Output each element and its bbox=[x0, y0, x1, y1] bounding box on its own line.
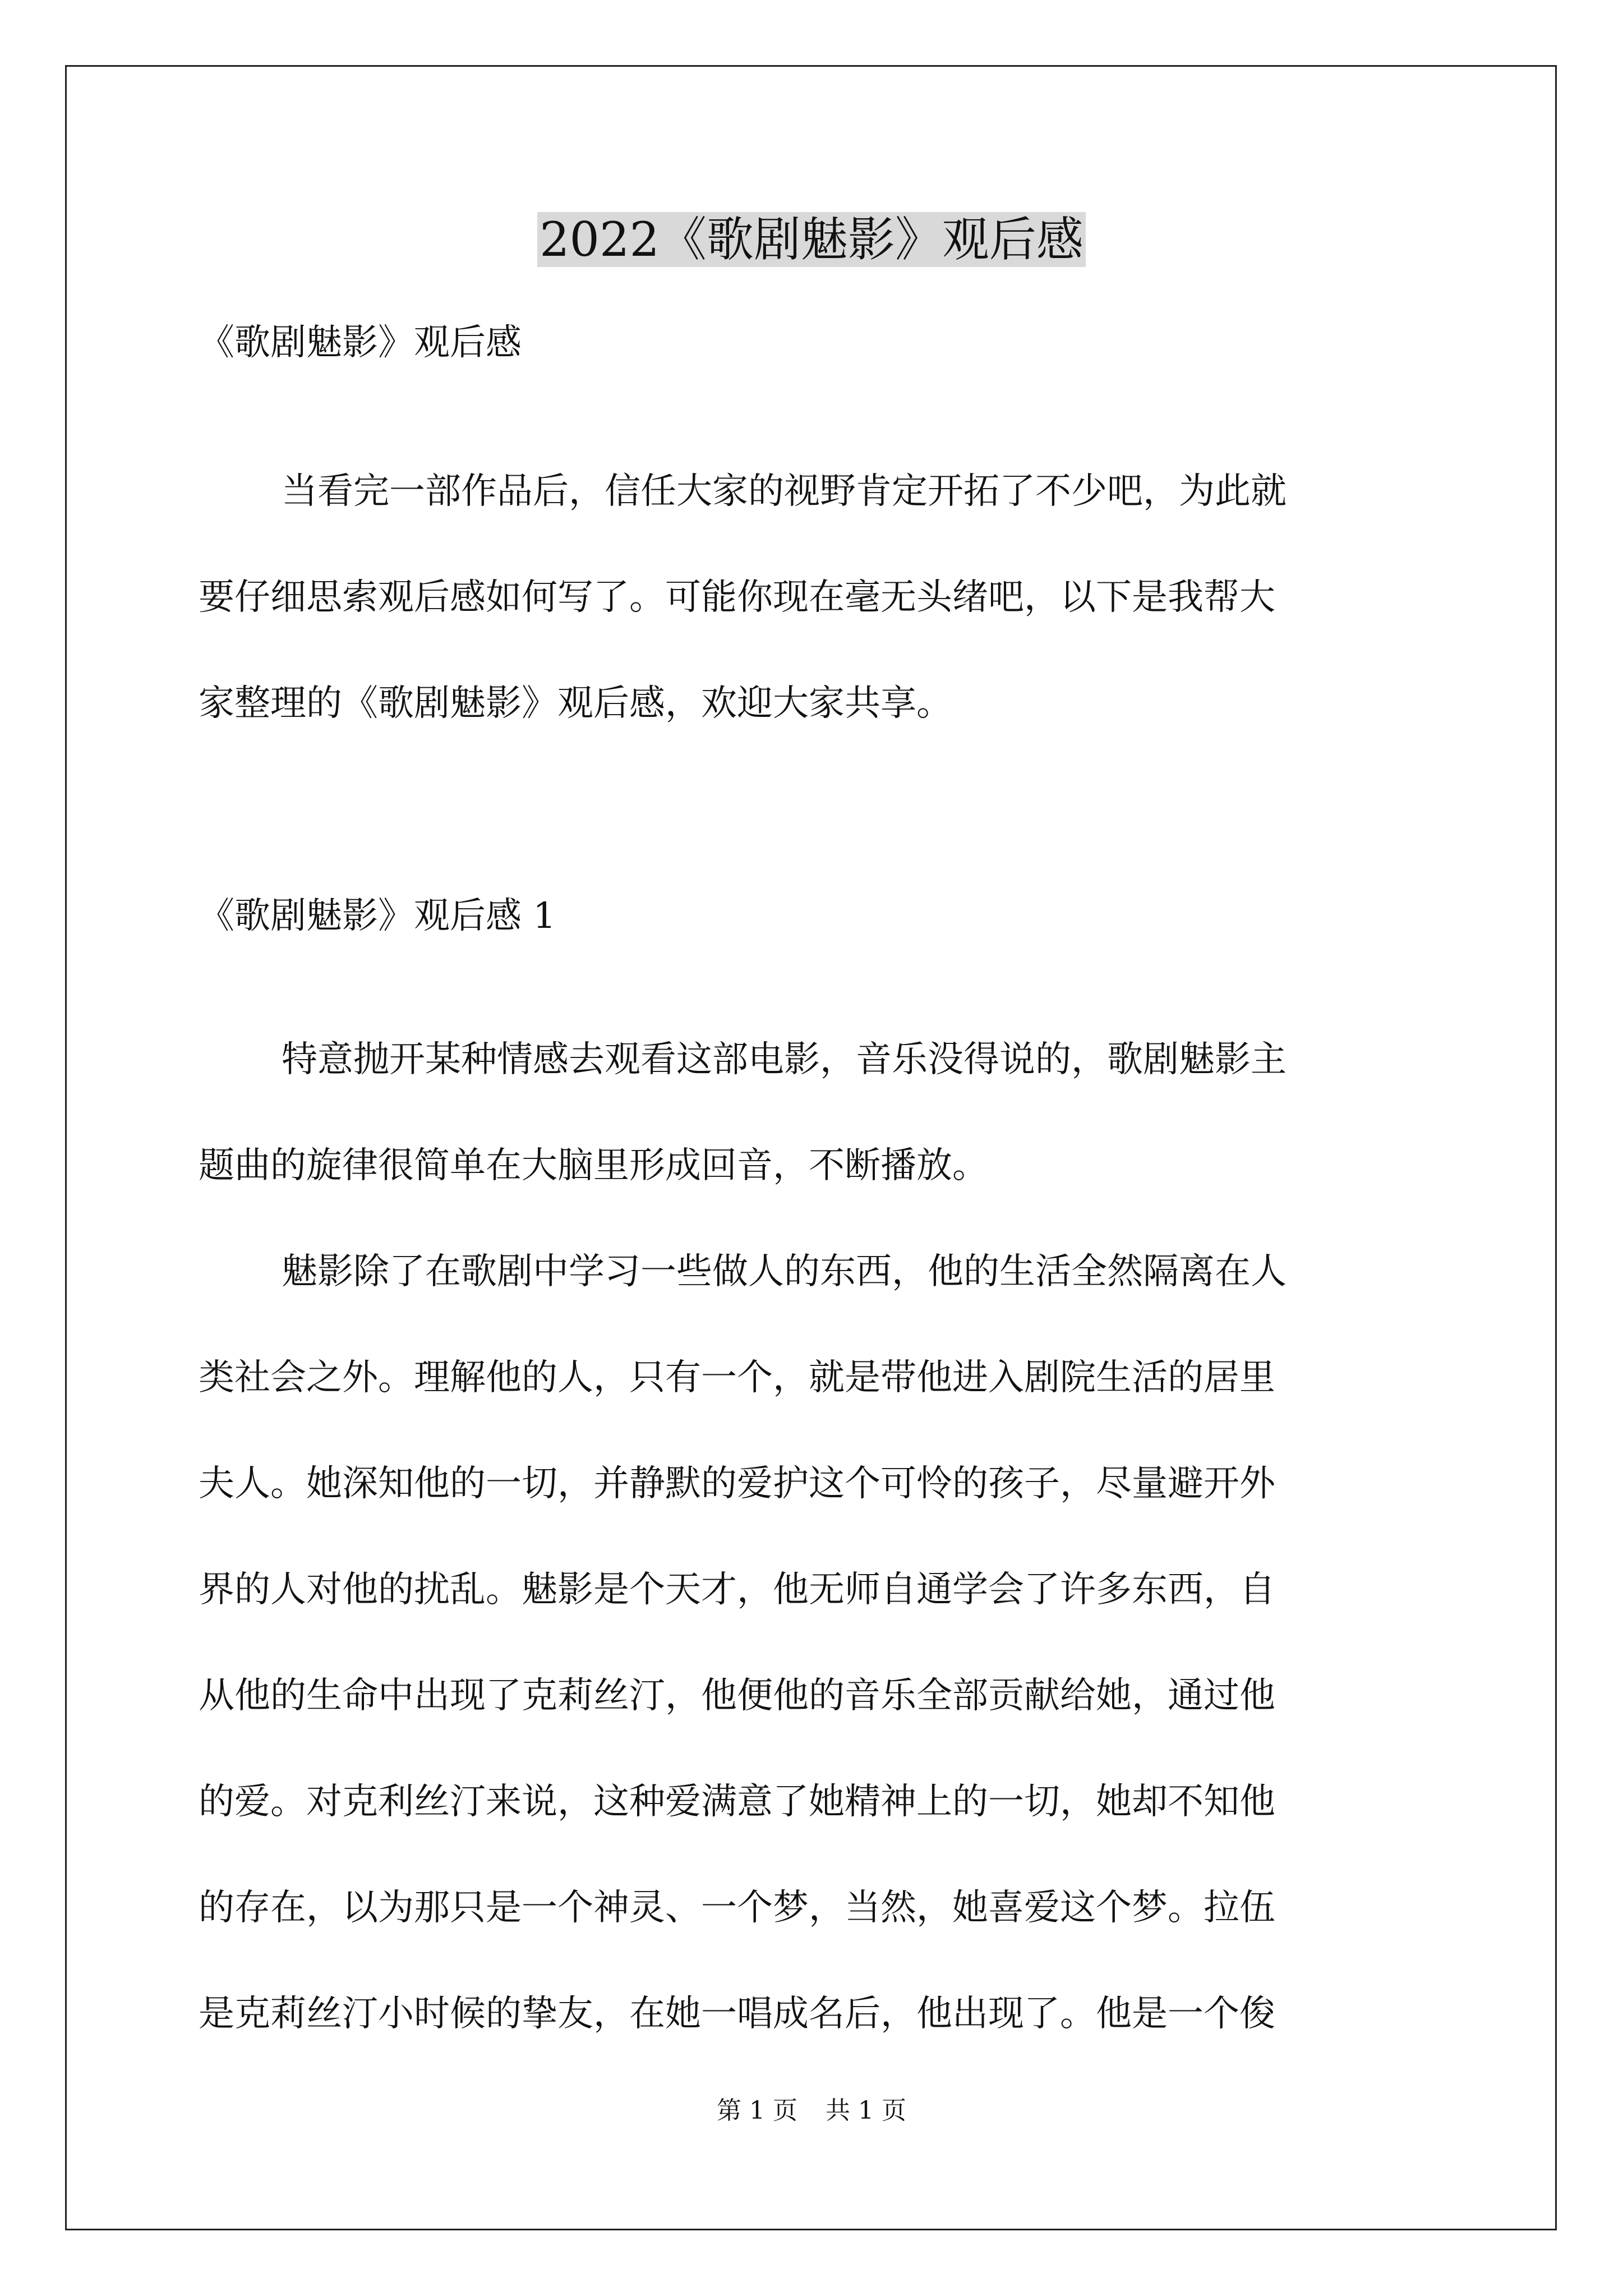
paragraph-line: 家整理的《歌剧魅影》观后感，欢迎大家共享。 bbox=[199, 683, 952, 724]
page-total: 共 1 页 bbox=[826, 2096, 906, 2125]
paragraph-line: 是克莉丝汀小时候的挚友，在她一唱成名后，他出现了。他是一个俊 bbox=[199, 1993, 1275, 2035]
page-footer bbox=[0, 2091, 1623, 2131]
document-title bbox=[0, 203, 1623, 276]
paragraph-line: 夫人。她深知他的一切，并静默的爱护这个可怜的孩子，尽量避开外 bbox=[199, 1463, 1275, 1504]
paragraph-line: 类社会之外。理解他的人，只有一个，就是带他进入剧院生活的居里 bbox=[199, 1357, 1275, 1398]
paragraph-line: 特意抛开某种情感去观看这部电影，音乐没得说的，歌剧魅影主 bbox=[282, 1039, 1287, 1080]
paragraph-line: 界的人对他的扰乱。魅影是个天才，他无师自通学会了许多东西，自 bbox=[199, 1569, 1275, 1611]
body-paragraph-1 bbox=[199, 1007, 1430, 1219]
paragraph-line: 当看完一部作品后，信任大家的视野肯定开拓了不少吧，为此就 bbox=[282, 471, 1287, 512]
paragraph-line: 要仔细思索观后感如何写了。可能你现在毫无头绪吧，以下是我帮大 bbox=[199, 577, 1275, 618]
page-number: 第 1 页 bbox=[717, 2096, 797, 2125]
paragraph-line: 题曲的旋律很简单在大脑里形成回音，不断播放。 bbox=[199, 1145, 988, 1186]
section-heading: 《歌剧魅影》观后感 1 bbox=[199, 895, 556, 937]
paragraph-line: 从他的生命中出现了克莉丝汀，他便他的音乐全部贡献给她，通过他 bbox=[199, 1675, 1275, 1717]
body-paragraph-2 bbox=[199, 1219, 1430, 2067]
paragraph-line: 的爱。对克利丝汀来说，这种爱满意了她精神上的一切，她却不知他 bbox=[199, 1781, 1275, 1823]
intro-paragraph bbox=[199, 439, 1430, 757]
paragraph-line: 魅影除了在歌剧中学习一些做人的东西，他的生活全然隔离在人 bbox=[282, 1251, 1287, 1292]
paragraph-line: 的存在，以为那只是一个神灵、一个梦，当然，她喜爱这个梦。拉伍 bbox=[199, 1887, 1275, 1929]
subheading: 《歌剧魅影》观后感 bbox=[199, 322, 522, 364]
document-title-text: 2022《歌剧魅影》观后感 bbox=[537, 212, 1086, 267]
